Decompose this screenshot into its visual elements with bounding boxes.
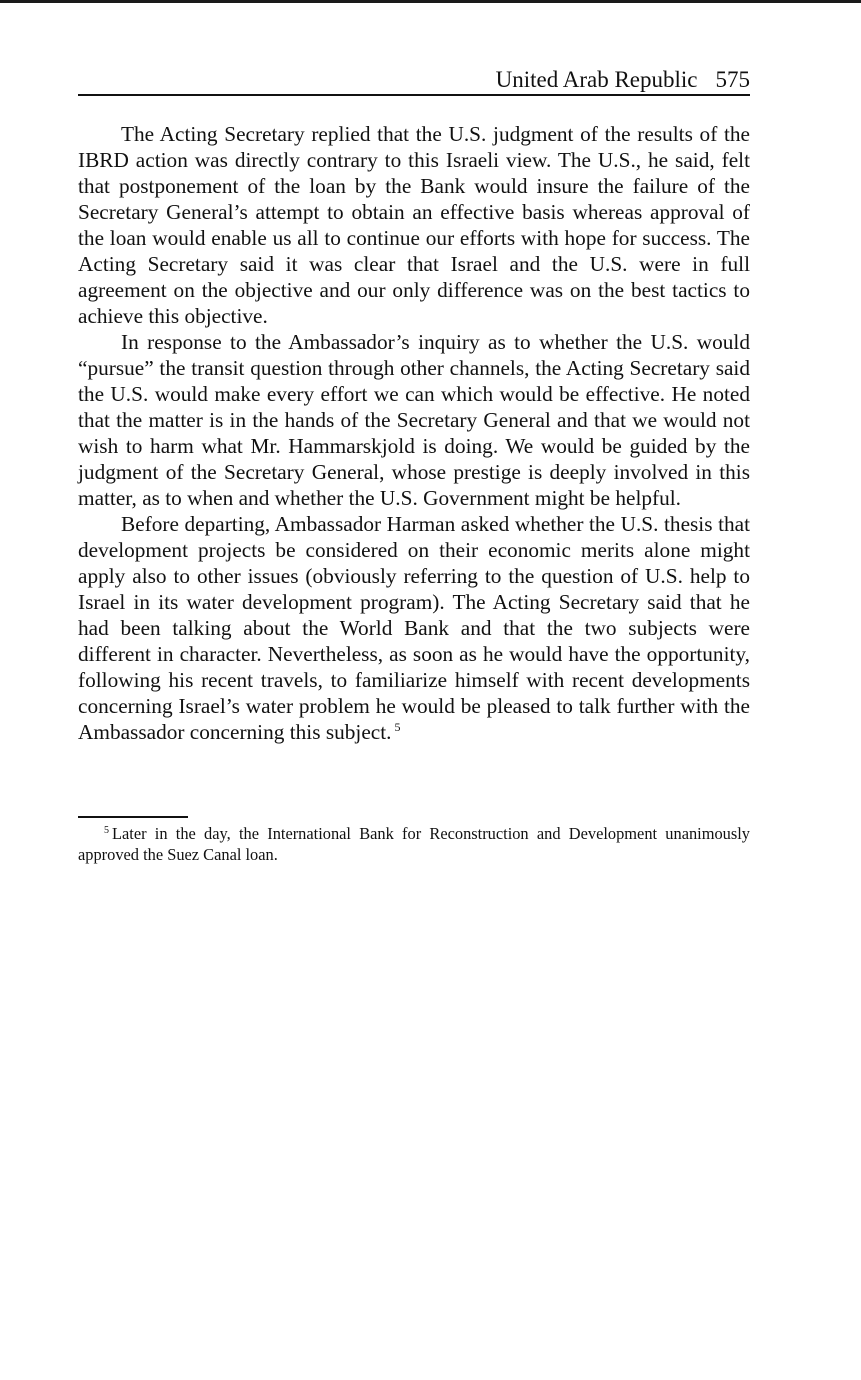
paragraph-3-text: Before departing, Ambassador Harman asked whether the U.S. thesis that development projects be considered on their economic merits alone might apply also to other issues (obviously referring to the question of U.S. help to Israel in its water development program). The Acting Secretary said that he had been talking about the World Bank and that the two subjects were different in character. Nevertheless, as soon as he would have the opportunity, following his recent travels, to familiarize himself with recent developments concerning Israel’s water problem he would be pleased to talk further with the Ambassador concerning this subject. [78, 512, 750, 744]
footnote-reference: 5 [394, 719, 401, 734]
body-text [78, 121, 750, 745]
footnote-text: Later in the day, the International Bank for Reconstruction and Development unanimously approved the Suez Canal loan. [78, 824, 750, 864]
paragraph-2: In response to the Ambassador’s inquiry as to whether the U.S. would “pursue” the transit question through other channels, the Acting Secretary said the U.S. would make every effort we can which would be effective. He noted that the matter is in the hands of the Secretary General and that we would not wish to harm what Mr. Hammarskjold is doing. We would be guided by the judgment of the Secretary General, whose prestige is deeply involved in this matter, as to when and whether the U.S. Government might be helpful. [78, 330, 750, 510]
paragraph-3 [78, 511, 750, 745]
page-top-edge [0, 0, 861, 3]
footnote [78, 823, 750, 865]
page-number: 575 [715, 67, 750, 92]
footnote-marker: 5 [104, 824, 109, 836]
paragraph-1: The Acting Secretary replied that the U.S. judgment of the results of the IBRD action was directly contrary to this Israeli view. The U.S., he said, felt that postponement of the loan by the Bank would insure the failure of the Secretary General’s attempt to obtain an effective basis whereas approval of the loan would enable us all to continue our efforts with hope for success. The Acting Secretary said it was clear that Israel and the U.S. were in full agreement on the objective and our only difference was on the best tactics to achieve this objective. [78, 122, 750, 328]
footnote-divider [78, 816, 188, 818]
footnote-paragraph [78, 823, 750, 865]
running-title: United Arab Republic [495, 67, 698, 92]
running-header [78, 66, 750, 96]
